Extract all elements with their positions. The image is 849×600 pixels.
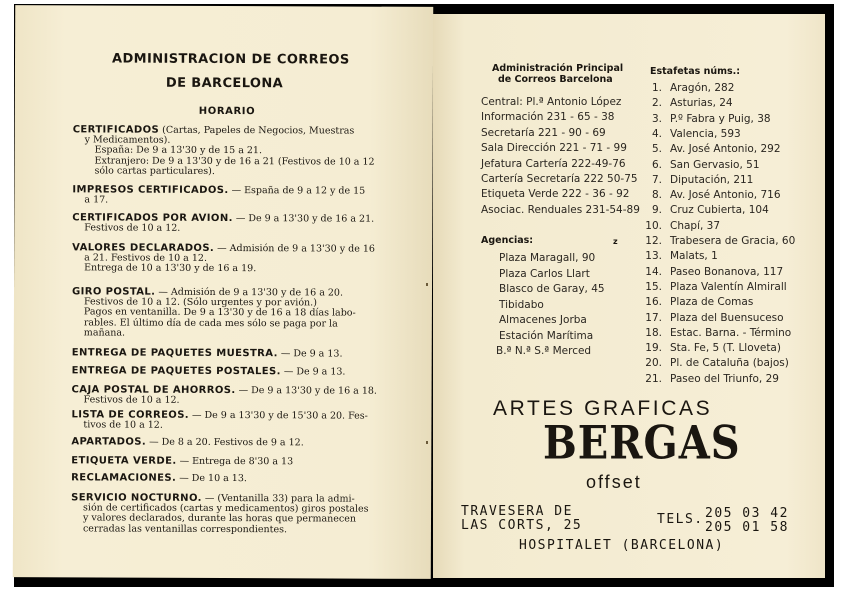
printer-artes-graficas: ARTES GRAFICAS bbox=[493, 397, 713, 420]
printer-bergas-logo: BERGAS bbox=[543, 416, 741, 471]
estafeta-item bbox=[638, 327, 791, 339]
agencia-item: Almacenes Jorba bbox=[499, 314, 587, 326]
printer-tel-2: 205 01 58 bbox=[705, 520, 789, 535]
estafeta-item bbox=[638, 373, 779, 385]
schedule-entry bbox=[71, 473, 247, 484]
estafeta-number: 2. bbox=[651, 97, 662, 110]
horario-heading: HORARIO bbox=[198, 105, 256, 118]
estafeta-item bbox=[638, 82, 734, 94]
schedule-entry-text: — De 9 a 13'30 y de 16 a 18. bbox=[235, 385, 377, 397]
estafeta-name: Asturias, 24 bbox=[670, 97, 733, 110]
left-page bbox=[13, 5, 433, 579]
staple-mark bbox=[426, 283, 428, 286]
admin-item: Central: Pl.ª Antonio López bbox=[481, 96, 622, 108]
estafeta-item bbox=[638, 312, 784, 324]
estafeta-name: Aragón, 282 bbox=[670, 82, 735, 94]
schedule-entry-text: — España de 9 a 12 y de 15 bbox=[228, 185, 366, 197]
agencia-item: Plaza Carlos Llart bbox=[499, 267, 590, 280]
estafeta-number: 17. bbox=[645, 311, 662, 324]
schedule-entry-continuation: tivos de 10 a 12. bbox=[83, 419, 163, 431]
page-title-line1: ADMINISTRACION DE CORREOS bbox=[111, 51, 350, 68]
schedule-entry-text: — De 8 a 20. Festivos de 9 a 12. bbox=[146, 436, 304, 449]
estafeta-number: 21. bbox=[645, 372, 662, 385]
estafeta-name: Cruz Cubierta, 104 bbox=[670, 204, 769, 217]
right-page bbox=[433, 14, 825, 578]
admin-heading-line1: Administración Principal bbox=[492, 63, 624, 74]
schedule-entry-label: CERTIFICADOS bbox=[72, 124, 160, 136]
printer-city: HOSPITALET (BARCELONA) bbox=[519, 538, 725, 553]
admin-item: Secretaría 221 - 90 - 69 bbox=[481, 126, 606, 139]
page-title-line2: DE BARCELONA bbox=[165, 75, 284, 92]
estafeta-number: 7. bbox=[651, 173, 662, 186]
schedule-entry-text: — (Ventanilla 33) para la admi- bbox=[201, 492, 355, 505]
estafeta-name: P.º Fabra y Puig, 38 bbox=[670, 112, 771, 125]
estafeta-number: 8. bbox=[651, 189, 662, 202]
estafeta-number: 12. bbox=[645, 235, 662, 247]
printer-offset: offset bbox=[586, 472, 642, 492]
schedule-entry-continuation: a 17. bbox=[84, 194, 109, 206]
schedule-entry-label: ENTREGA DE PAQUETES MUESTRA. bbox=[71, 347, 278, 360]
schedule-entry-text: (Cartas, Papeles de Negocios, Muestras bbox=[159, 124, 355, 137]
estafeta-item bbox=[638, 250, 718, 262]
schedule-entry-label: RECLAMACIONES. bbox=[71, 472, 177, 484]
schedule-entry-continuation: sólo cartas particulares). bbox=[94, 165, 215, 177]
agencia-item: Plaza Maragall, 90 bbox=[499, 252, 596, 264]
estafeta-name: San Gervasio, 51 bbox=[670, 158, 760, 171]
estafeta-item bbox=[638, 220, 720, 232]
estafeta-name: Paseo Bonanova, 117 bbox=[670, 265, 784, 278]
schedule-entry-text: — De 9 a 13. bbox=[280, 366, 346, 378]
schedule-entry-continuation: Festivos de 10 a 12. bbox=[84, 222, 181, 235]
schedule-entry-text: — Admisión de 9 a 13'30 y de 16 bbox=[214, 242, 375, 255]
estafeta-number: 18. bbox=[645, 326, 662, 339]
schedule-entry bbox=[71, 437, 303, 448]
estafeta-item bbox=[638, 204, 769, 216]
estafeta-name: Estac. Barna. - Término bbox=[670, 326, 792, 339]
schedule-entry-continuation: y valores declarados, durante las horas que permanecen bbox=[82, 512, 357, 525]
schedule-entry bbox=[72, 185, 365, 196]
estafeta-name: Plaza de Comas bbox=[670, 296, 754, 309]
admin-item: Cartería Secretaría 222 50-75 bbox=[481, 173, 638, 185]
schedule-entry-continuation: sión de certificados (cartas y medicamentos) giros postales bbox=[83, 502, 369, 515]
schedule-entry-continuation: España: De 9 a 13'30 y de 15 a 21. bbox=[94, 144, 263, 157]
schedule-entry-text: — De 10 a 13. bbox=[176, 472, 247, 485]
schedule-entry-label: IMPRESOS CERTIFICADOS. bbox=[72, 184, 229, 197]
schedule-entry-text: — De 9 a 13'30 y de 15'30 a 20. Fes- bbox=[188, 409, 368, 422]
schedule-entry-continuation: mañana. bbox=[83, 327, 126, 339]
estafeta-name: Plaza Valentín Almirall bbox=[670, 280, 787, 293]
estafeta-item bbox=[638, 281, 787, 293]
schedule-entry-label: CAJA POSTAL DE AHORROS. bbox=[71, 384, 236, 397]
estafeta-number: 16. bbox=[645, 296, 662, 309]
admin-item: Asociac. Renduales 231-54-89 bbox=[481, 203, 640, 216]
estafeta-number: 10. bbox=[645, 219, 662, 232]
admin-item: Jefatura Cartería 222-49-76 bbox=[481, 157, 626, 170]
estafeta-item bbox=[638, 128, 741, 140]
schedule-entry-text: — De 9 a 13'30 y de 16 a 21. bbox=[232, 213, 375, 225]
staple-mark bbox=[426, 441, 428, 444]
admin-item: Información 231 - 65 - 38 bbox=[481, 111, 615, 124]
estafeta-item bbox=[638, 174, 753, 186]
estafeta-number: 20. bbox=[645, 357, 662, 370]
agencia-item: B.ª N.ª S.ª Merced bbox=[496, 345, 592, 357]
estafeta-name: Chapí, 37 bbox=[670, 219, 721, 232]
schedule-entry-continuation: Entrega de 10 a 13'30 y de 16 a 19. bbox=[84, 262, 257, 275]
agencia-item: Estación Marítima bbox=[499, 329, 594, 342]
estafeta-number: 14. bbox=[645, 265, 662, 278]
schedule-entry-text: — De 9 a 13. bbox=[277, 348, 343, 360]
admin-item: Sala Dirección 221 - 71 - 99 bbox=[481, 142, 627, 155]
estafeta-item bbox=[638, 189, 781, 201]
schedule-entry-label: VALORES DECLARADOS. bbox=[72, 242, 215, 254]
schedule-entry-label: APARTADOS. bbox=[71, 436, 147, 448]
estafeta-item bbox=[638, 97, 733, 109]
agencias-heading: Agencias: bbox=[481, 235, 534, 246]
estafeta-item bbox=[638, 296, 753, 308]
printer-address-line2: LAS CORTS, 25 bbox=[461, 518, 583, 533]
estafeta-number: 15. bbox=[645, 280, 662, 293]
admin-item: Etiqueta Verde 222 - 36 - 92 bbox=[481, 188, 630, 201]
agencias-mark: z bbox=[613, 237, 618, 246]
estafeta-name: Av. José Antonio, 292 bbox=[670, 143, 781, 156]
estafeta-name: Sta. Fe, 5 (T. Lloveta) bbox=[670, 342, 781, 355]
schedule-entry-label: CERTIFICADOS POR AVION. bbox=[72, 212, 233, 225]
schedule-entry-continuation: Pagos en ventanilla. De 9 a 13'30 y de 16 a 18 días labo- bbox=[83, 306, 356, 319]
estafeta-name: Trabesera de Gracia, 60 bbox=[670, 235, 796, 247]
schedule-entry-label: SERVICIO NOCTURNO. bbox=[71, 492, 202, 504]
schedule-entry-label: ETIQUETA VERDE. bbox=[71, 455, 177, 467]
schedule-entry bbox=[72, 348, 343, 359]
estafeta-item bbox=[638, 266, 783, 278]
agencia-item: Blasco de Garay, 45 bbox=[499, 283, 605, 295]
estafeta-number: 6. bbox=[651, 158, 662, 171]
schedule-entry-label: GIRO POSTAL. bbox=[71, 286, 156, 298]
admin-heading-line2: de Correos Barcelona bbox=[498, 74, 613, 85]
estafetas-heading: Estafetas núms.: bbox=[650, 66, 741, 77]
estafeta-name: Av. José Antonio, 716 bbox=[670, 189, 781, 202]
estafeta-name: Pl. de Cataluña (bajos) bbox=[670, 357, 789, 370]
estafeta-name: Diputación, 211 bbox=[670, 173, 754, 186]
estafeta-number: 1. bbox=[651, 82, 662, 94]
schedule-entry bbox=[72, 366, 346, 377]
schedule-entry-continuation: Extranjero: De 9 a 13'30 y de 16 a 21 (Festivos de 10 a 12 bbox=[94, 155, 375, 168]
printer-address-line1: TRAVESERA DE bbox=[461, 504, 573, 519]
agencia-item: Tibidabo bbox=[499, 298, 544, 311]
estafeta-number: 13. bbox=[645, 250, 662, 263]
estafeta-number: 19. bbox=[645, 342, 662, 355]
estafeta-number: 3. bbox=[651, 112, 662, 125]
schedule-entry-continuation: Festivos de 10 a 12. bbox=[83, 394, 180, 406]
schedule-entry-continuation: y Medicamentos). bbox=[84, 134, 171, 146]
estafeta-number: 9. bbox=[651, 204, 662, 217]
estafeta-number: 4. bbox=[651, 127, 662, 140]
estafeta-name: Valencia, 593 bbox=[670, 127, 741, 140]
printer-tel-1: 205 03 42 bbox=[705, 506, 789, 521]
estafeta-item bbox=[638, 143, 781, 155]
printer-tels-label: TELS. bbox=[657, 512, 704, 527]
schedule-entry bbox=[71, 456, 293, 467]
estafeta-name: Paseo del Triunfo, 29 bbox=[670, 372, 779, 385]
schedule-entry-continuation: Festivos de 10 a 12. (Sólo urgentes y por avión.) bbox=[83, 296, 317, 309]
schedule-entry-text: — Entrega de 8'30 a 13 bbox=[176, 455, 294, 468]
estafeta-item bbox=[638, 113, 771, 125]
estafeta-item bbox=[638, 235, 795, 247]
schedule-entry-text: — Admisión de 9 a 13'30 y de 16 a 20. bbox=[155, 286, 344, 299]
schedule-entry-continuation: a 21. Festivos de 10 a 12. bbox=[84, 252, 208, 265]
estafeta-name: Plaza del Buensuceso bbox=[670, 311, 784, 324]
schedule-entry-continuation: cerradas las ventanillas correspondientes. bbox=[82, 522, 288, 535]
estafeta-item bbox=[638, 342, 781, 354]
estafeta-name: Malats, 1 bbox=[670, 250, 718, 263]
estafeta-number: 5. bbox=[651, 143, 662, 156]
schedule-entry-label: LISTA DE CORREOS. bbox=[71, 409, 190, 421]
estafeta-item bbox=[638, 159, 760, 171]
estafeta-item bbox=[638, 357, 789, 369]
schedule-entry-label: ENTREGA DE PAQUETES POSTALES. bbox=[71, 365, 281, 378]
schedule-entry-continuation: rables. El último día de cada mes sólo se paga por la bbox=[83, 316, 338, 330]
